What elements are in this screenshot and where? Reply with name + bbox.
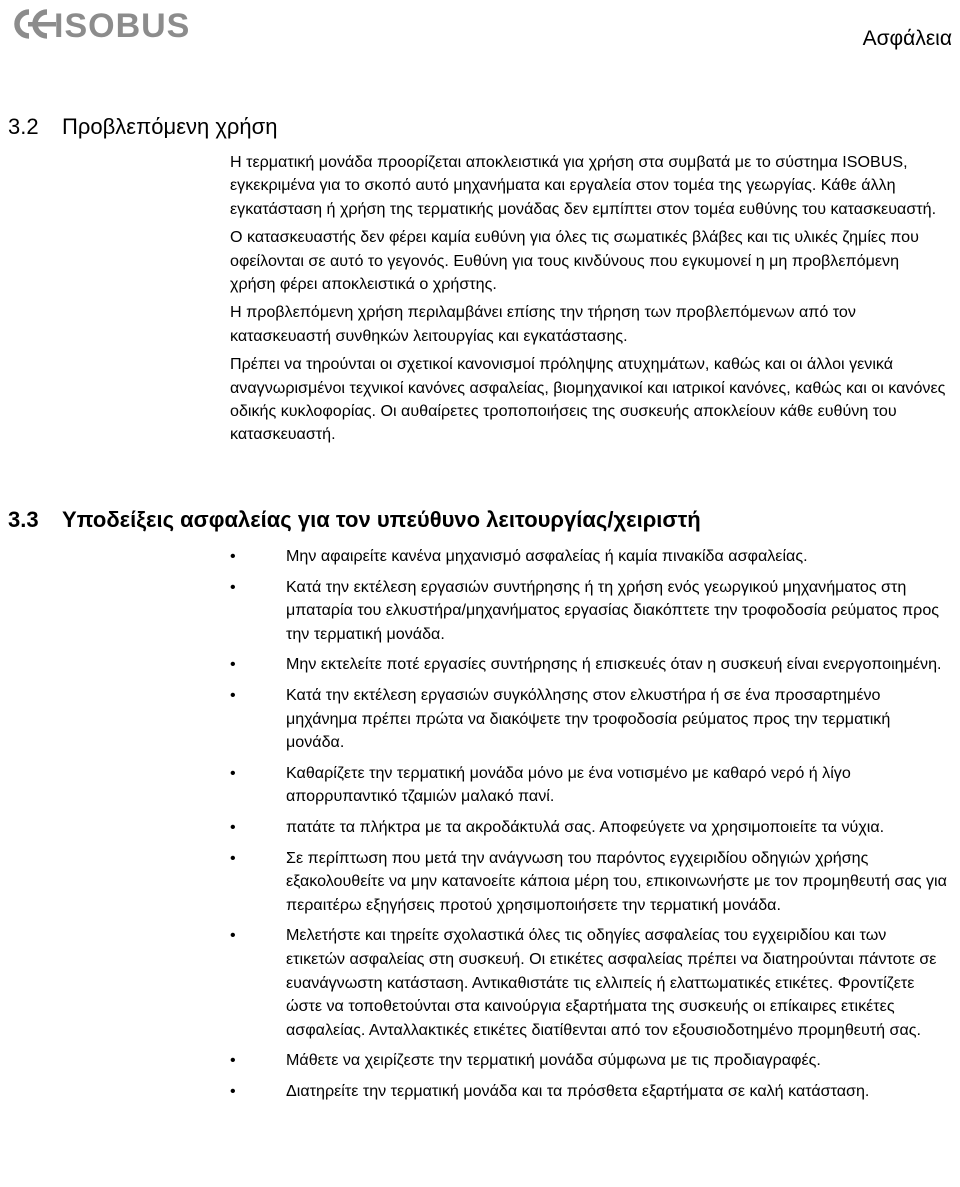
bullet: •	[230, 547, 236, 565]
list-item	[230, 816, 948, 840]
bullet: •	[230, 655, 236, 674]
list-item-text: Μελετήστε και τηρείτε σχολαστικά όλες τις οδηγίες ασφαλείας του εγχειριδίου και των ετικετών ασφαλείας στη συσκευή. Οι ετικέτες ασφαλείας πρέπει να διατηρούνται πάντοτε σε ευανάγνωστη κατάσταση. Αντικαθιστάτε τις ελλιπείς ή ελαττωματικές ετικέτες. Φροντίζετε ώστε να τοποθετούνται στα καινούργια εξαρτήματα της συσκευής οι επίκαιρες ετικέτες ασφαλείας. Ανταλλακτικές ετικέτες διατίθενται από τον εξουσιοδοτημένο προμηθευτή σας.	[286, 926, 937, 1039]
list-item-text: Κατά την εκτέλεση εργασιών συγκόλλησης στον ελκυστήρα ή σε ένα προσαρτημένο μηχάνημα πρέπει πρώτα να διακόψετε την τροφοδοσία ρεύματος προς την τερματική μονάδα.	[286, 685, 891, 752]
list-item	[230, 762, 948, 809]
list-item-text: Μην αφαιρείτε κανένα μηχανισμό ασφαλείας ή καμία πινακίδα ασφαλείας.	[286, 547, 808, 565]
paragraph: Η τερματική μονάδα προορίζεται αποκλειστικά για χρήση στα συμβατά με το σύστημα ISOBUS, εγκεκριμένα για το σκοπό αυτό μηχανήματα και εργαλεία στον τομέα της γεωργίας. Κάθε άλλη εγκατάσταση ή χρήση της τερματικής μονάδας δεν εμπίπτει στον τομέα ευθύνης του κατασκευαστή.	[230, 153, 937, 218]
section-number: 3.3	[8, 507, 39, 532]
list-item	[230, 653, 948, 677]
isobus-logo	[10, 4, 220, 44]
list-item-text: Σε περίπτωση που μετά την ανάγνωση του παρόντος εγχειριδίου οδηγιών χρήσης εξακολουθείτε να μην κατανοείτε κάποια μέρη του, επικοινωνήστε με τον προμηθευτή σας για περαιτέρω εξηγήσεις προτού χρησιμοποιήσετε την τερματική μονάδα.	[286, 848, 947, 914]
list-item	[230, 576, 948, 647]
list-item	[230, 684, 948, 755]
list-item	[230, 545, 948, 569]
list-item	[230, 847, 948, 918]
list-item	[230, 1049, 948, 1073]
bullet: •	[230, 1051, 236, 1070]
header-title: Ασφάλεια	[862, 27, 952, 50]
section-title: Προβλεπόμενη χρήση	[62, 114, 278, 139]
intended-use-text	[230, 151, 948, 452]
paragraph: Η προβλεπόμενη χρήση περιλαμβάνει επίσης την τήρηση των προβλεπόμενων από τον κατασκευαστή συνθηκών λειτουργίας και εγκατάστασης.	[230, 303, 856, 345]
section-heading-intended-use	[8, 113, 277, 141]
paragraph: Ο κατασκευαστής δεν φέρει καμία ευθύνη για όλες τις σωματικές βλάβες και τις υλικές ζημίες που οφείλονται σε αυτό το γεγονός. Ευθύνη για τους κινδύνους που εγκυμονεί η μη προβλεπόμενη χρήση φέρει αποκλειστικά ο χρήστης.	[230, 228, 919, 294]
list-item-text: Διατηρείτε την τερματική μονάδα και τα πρόσθετα εξαρτήματα σε καλή κατάσταση.	[286, 1081, 870, 1100]
list-item-text: Μην εκτελείτε ποτέ εργασίες συντήρησης ή επισκευές όταν η συσκευή είναι ενεργοποιημένη.	[286, 655, 942, 674]
svg-text:ISOBUS: ISOBUS	[54, 7, 191, 44]
bullet: •	[230, 848, 236, 867]
section-title: Υποδείξεις ασφαλείας για τον υπεύθυνο λειτουργίας/χειριστή	[62, 507, 701, 532]
list-item-text: Μάθετε να χειρίζεστε την τερματική μονάδα σύμφωνα με τις προδιαγραφές.	[286, 1051, 821, 1070]
list-item-text: Καθαρίζετε την τερματική μονάδα μόνο με ένα νοτισμένο με καθαρό νερό ή λίγο απορρυπαντικό τζαμιών μαλακό πανί.	[286, 763, 851, 806]
section-heading-safety-instructions	[8, 506, 701, 534]
list-item-text: πατάτε τα πλήκτρα με τα ακροδάκτυλά σας. Αποφεύγετε να χρησιμοποιείτε τα νύχια.	[286, 817, 885, 836]
bullet: •	[230, 685, 236, 704]
bullet: •	[230, 577, 236, 596]
list-item-text: Κατά την εκτέλεση εργασιών συντήρησης ή τη χρήση ενός γεωργικού μηχανήματος στη μπαταρία του ελκυστήρα/μηχανήματος εργασίας διακόπτετε την τροφοδοσία ρεύματος προς την τερματική μονάδα.	[286, 577, 940, 643]
bullet: •	[230, 1081, 236, 1100]
bullet: •	[230, 763, 236, 782]
list-item	[230, 924, 948, 1042]
bullet: •	[230, 926, 236, 945]
paragraph: Πρέπει να τηρούνται οι σχετικοί κανονισμοί πρόληψης ατυχημάτων, καθώς και οι άλλοι γενικά αναγνωρισμένοι τεχνικοί κανόνες ασφαλείας, βιομηχανικοί και ιατρικοί κανόνες, καθώς και οι κανόνες οδικής κυκλοφορίας. Οι αυθαίρετες τροποποιήσεις της συσκευής αποκλείουν κάθε ευθύνη του κατασκευαστή.	[230, 355, 946, 444]
safety-instructions-list	[230, 545, 948, 1110]
list-item	[230, 1080, 948, 1104]
page-header	[0, 0, 960, 60]
section-number: 3.2	[8, 114, 39, 139]
bullet: •	[230, 817, 236, 836]
